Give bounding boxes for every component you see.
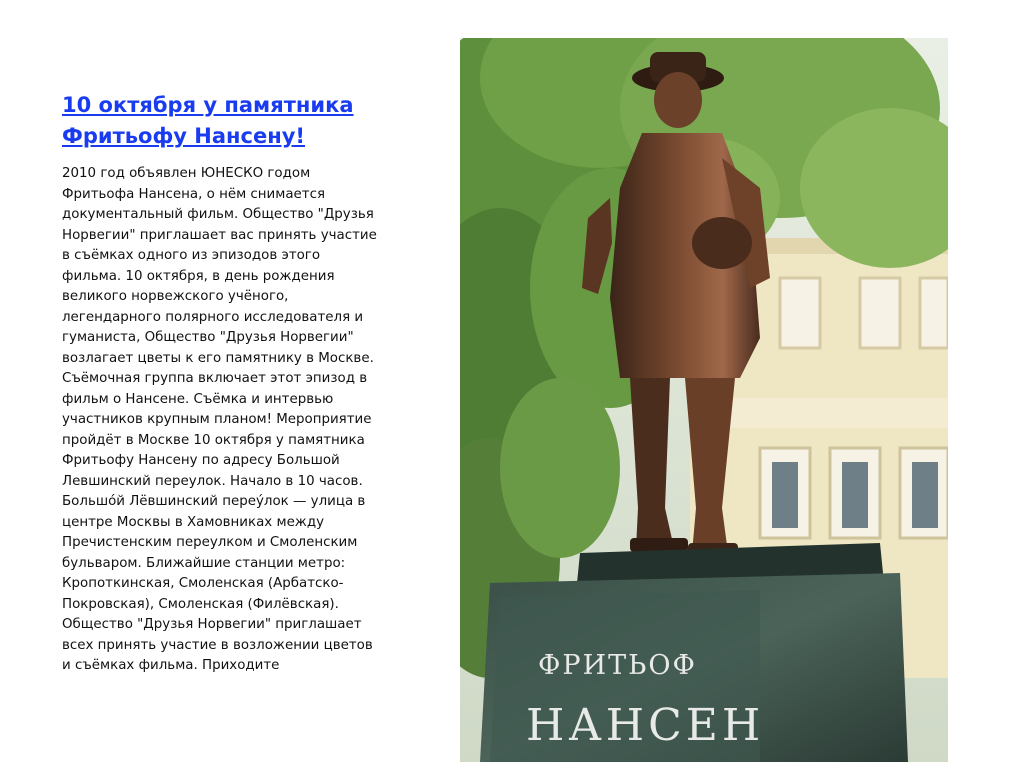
page-title-link[interactable] [62, 90, 382, 152]
article-text: 2010 год объявлен ЮНЕСКО годом Фритьофа Нансена, о нём снимается документальный фильм. Общество "Друзья Норвегии" приглашает вас принять участие в съёмках одного из эпизодов этого фильма. 10 октября, в день рождения великого норвежского учёного, легендарного полярного исследователя и гуманиста, Общество "Друзья Норвегии" возлагает цветы к его памятнику в Москве. Съёмочная группа включает этот эпизод в фильм о Нансене. Съёмка и интервью участников крупным планом! Мероприятие пройдёт в Москве 10 октября у памятника Фритьофу Нансену по адресу Большой Левшинский переулок. Начало в 10 часов. Большо́й Лёвшинский переу́лок — улица в центре Москвы в Хамовниках между Пречистенским переулком и Смоленским бульваром. Ближайшие станции метро: Кропоткинская, Смоленская (Арбатско-Покровская), Смоленская (Филёвская). Общество "Друзья Норвегии" приглашает всех принять участие в возложении цветов и съёмках фильма. Приходите [62, 166, 377, 673]
nansen-monument-photo [460, 38, 948, 762]
title-line-2: Фритьофу Нансену! [62, 124, 306, 148]
inscription-last-name: НАНСЕН [526, 700, 765, 751]
title-line-1: 10 октября у памятника [62, 93, 354, 117]
inscription-first-name: ФРИТЬОФ [538, 650, 697, 681]
